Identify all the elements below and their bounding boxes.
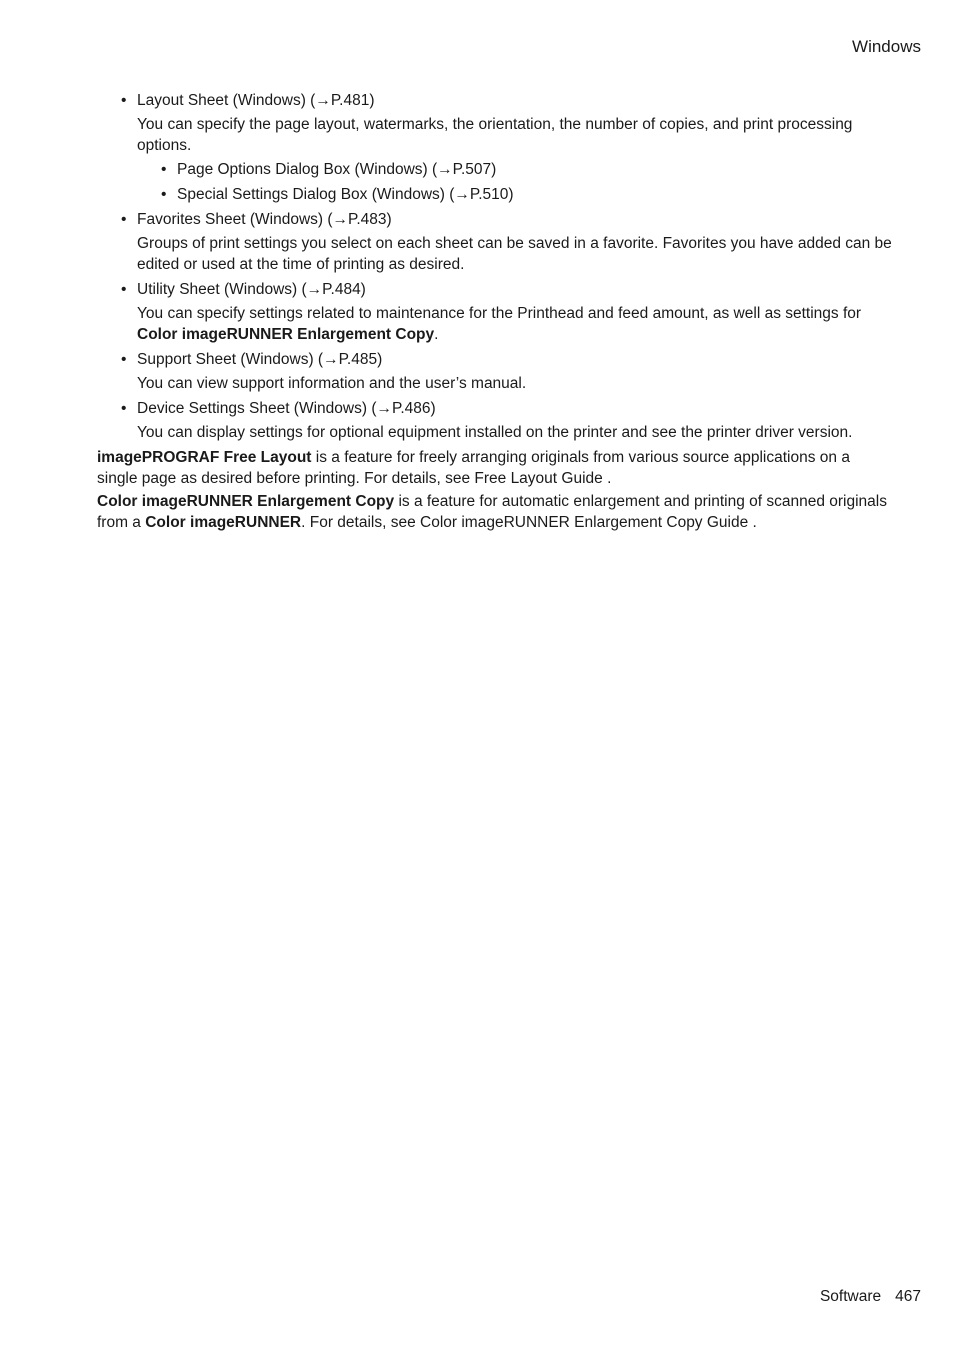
utility-desc-end: . — [434, 326, 439, 343]
bullet-icon: • — [121, 92, 127, 109]
list-item-page-options — [161, 159, 897, 180]
bullet-icon: • — [121, 281, 127, 298]
device-settings-sheet-description: You can display settings for optional equipment installed on the printer and see the printer driver version. — [137, 424, 853, 441]
utility-desc-bold: Color imageRUNNER Enlargement Copy — [137, 326, 435, 343]
utility-sheet-link[interactable]: Utility Sheet (Windows) (→P.484) — [137, 281, 366, 298]
free-layout-paragraph — [97, 447, 887, 489]
bullet-icon: • — [121, 351, 127, 368]
layout-sheet-link[interactable]: Layout Sheet (Windows) (→P.481) — [137, 92, 375, 109]
special-settings-link[interactable]: Special Settings Dialog Box (Windows) (→P.510) — [177, 186, 514, 203]
bullet-icon: • — [161, 161, 167, 178]
bullet-icon: • — [121, 211, 127, 228]
utility-desc-text: You can specify settings related to maintenance for the Printhead and feed amount, as well as settings for — [137, 305, 862, 322]
favorites-sheet-description: Groups of print settings you select on each sheet can be saved in a favorite. Favorites you have added can be edited or used at the time of printing as desired. — [137, 235, 892, 273]
device-settings-sheet-link[interactable]: Device Settings Sheet (Windows) (→P.486) — [137, 400, 436, 417]
page-options-link[interactable]: Page Options Dialog Box (Windows) (→P.507) — [177, 161, 497, 178]
free-layout-name: imagePROGRAF Free Layout — [97, 449, 312, 466]
footer-section: Software — [819, 1288, 882, 1305]
sheet-list — [121, 90, 897, 443]
list-item-device-settings-sheet — [121, 398, 897, 443]
support-sheet-description: You can view support information and the user’s manual. — [137, 375, 527, 392]
running-header: Windows — [852, 37, 921, 56]
enlargement-copy-name: Color imageRUNNER Enlargement Copy — [97, 493, 395, 510]
enlargement-copy-text: is a feature for automatic enlargement and printing of scanned originals from a — [97, 493, 887, 531]
free-layout-text: is a feature for freely arranging originals from various source applications on a single page as desired before printing. For details, see Free Layout Guide . — [97, 449, 850, 487]
page-content — [97, 90, 897, 535]
enlargement-copy-text-end: . For details, see Color imageRUNNER Enlargement Copy Guide . — [301, 514, 757, 531]
page-footer — [820, 1286, 921, 1307]
favorites-sheet-link[interactable]: Favorites Sheet (Windows) (→P.483) — [137, 211, 392, 228]
layout-sheet-description: You can specify the page layout, watermarks, the orientation, the number of copies, and print processing options. — [137, 116, 853, 154]
bullet-icon: • — [161, 186, 167, 203]
page-number: 467 — [895, 1288, 921, 1305]
list-item-utility-sheet — [121, 279, 897, 345]
layout-sub-list — [161, 159, 897, 205]
bullet-icon: • — [121, 400, 127, 417]
list-item-special-settings — [161, 184, 897, 205]
list-item-favorites-sheet — [121, 209, 897, 275]
color-imagerunner-name: Color imageRUNNER — [145, 514, 302, 531]
utility-sheet-description — [137, 303, 897, 345]
list-item-support-sheet — [121, 349, 897, 394]
list-item-layout-sheet — [121, 90, 897, 205]
enlargement-copy-paragraph — [97, 491, 887, 533]
support-sheet-link[interactable]: Support Sheet (Windows) (→P.485) — [137, 351, 383, 368]
